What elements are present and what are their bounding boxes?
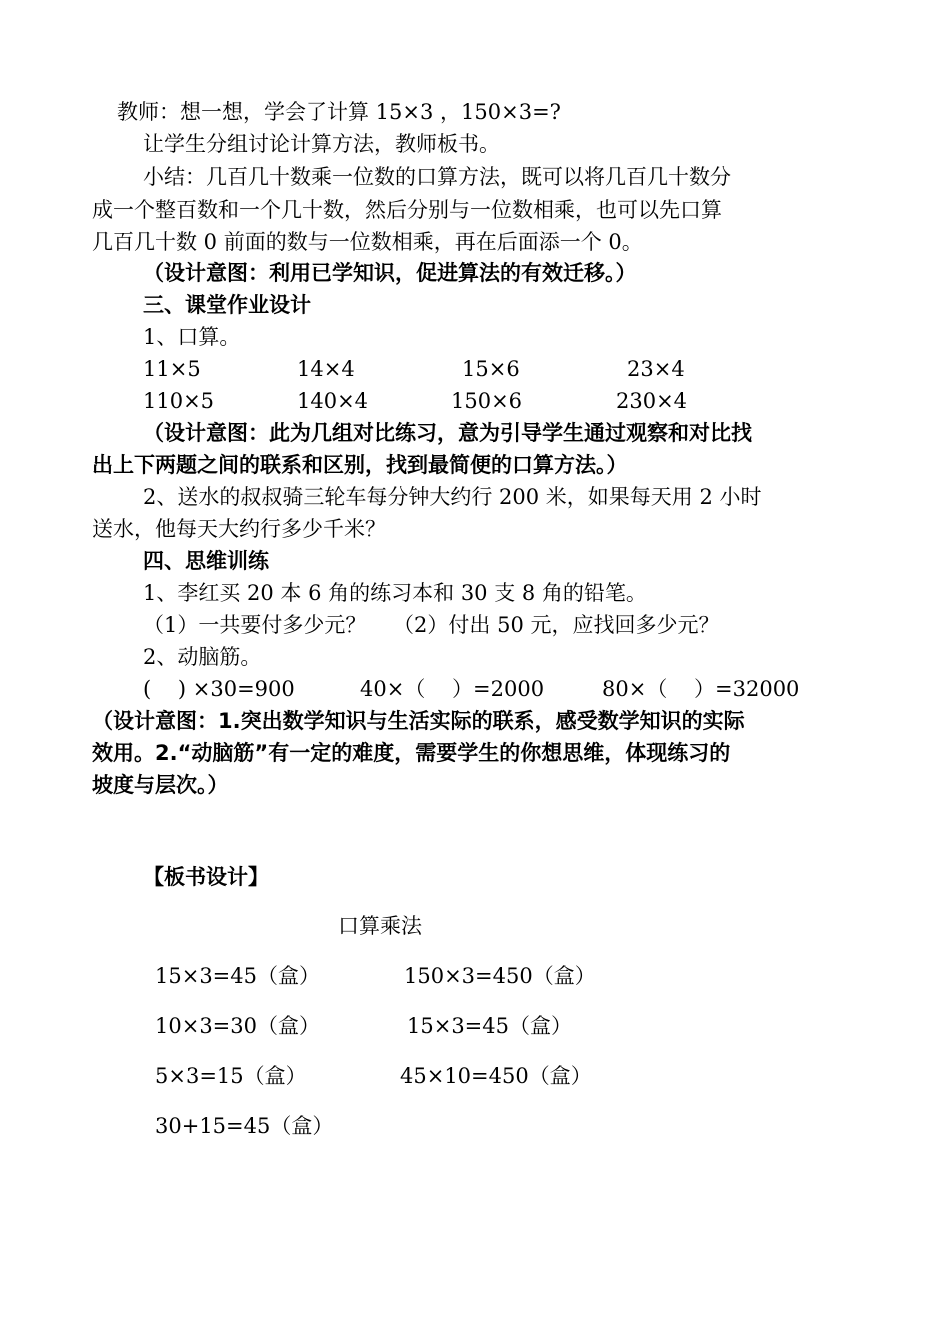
board-left-item: 30+15=45（盒） xyxy=(155,1114,334,1138)
summary-line-3: 几百几十数 0 前面的数与一位数相乘，再在后面添一个 0。 xyxy=(92,230,643,254)
oral-item: 15×6 xyxy=(462,357,520,381)
oral-item: 230×4 xyxy=(616,389,688,413)
oral-item: 11×5 xyxy=(143,357,201,381)
design-intent-3-line-2: 效用。2.“动脑筋”有一定的难度，需要学生的你想思维，体现练习的 xyxy=(92,741,731,765)
question-2-line-2: 送水，他每天大约行多少千米？ xyxy=(92,517,386,541)
board-right-item: 150×3=450（盒） xyxy=(404,964,596,988)
discussion-line: 让学生分组讨论计算方法，教师板书。 xyxy=(143,132,500,156)
training-2-label: 2、动脑筋。 xyxy=(143,645,262,669)
board-left-item: 15×3=45（盒） xyxy=(155,964,320,988)
board-title: 口算乘法 xyxy=(338,914,422,938)
teacher-question: 教师：想一想，学会了计算 15×3 ，150×3=? xyxy=(117,100,561,124)
summary-line-2: 成一个整百数和一个几十数，然后分别与一位数相乘，也可以先口算 xyxy=(92,198,722,222)
summary-line-1: 小结：几百几十数乘一位数的口算方法，既可以将几百几十数分 xyxy=(143,165,731,189)
oral-item: 150×6 xyxy=(451,389,523,413)
design-intent-2-line-1: （设计意图：此为几组对比练习，意为引导学生通过观察和对比找 xyxy=(143,421,752,445)
board-right-item: 15×3=45（盒） xyxy=(407,1014,572,1038)
board-left-item: 10×3=30（盒） xyxy=(155,1014,320,1038)
brain-teaser-item: 40×（ ）=2000 xyxy=(360,677,545,701)
section-4-heading: 四、思维训练 xyxy=(143,549,269,573)
training-1: 1、李红买 20 本 6 角的练习本和 30 支 8 角的铅笔。 xyxy=(143,581,647,605)
board-right-item: 45×10=450（盒） xyxy=(400,1064,592,1088)
design-intent-1: （设计意图：利用已学知识，促进算法的有效迁移。） xyxy=(143,261,637,285)
oral-item: 140×4 xyxy=(297,389,369,413)
oral-item: 23×4 xyxy=(627,357,685,381)
design-intent-3-line-3: 坡度与层次。） xyxy=(92,773,229,797)
training-1-subquestions: （1）一共要付多少元？ （2）付出 50 元，应找回多少元？ xyxy=(143,613,720,637)
section-3-heading: 三、课堂作业设计 xyxy=(143,293,311,317)
question-2-line-1: 2、送水的叔叔骑三轮车每分钟大约行 200 米，如果每天用 2 小时 xyxy=(143,485,762,509)
oral-item: 14×4 xyxy=(297,357,355,381)
design-intent-2-line-2: 出上下两题之间的联系和区别，找到最简便的口算方法。） xyxy=(92,453,628,477)
oral-calc-label: 1、口算。 xyxy=(143,325,241,349)
brain-teaser-item: ( ) ×30=900 xyxy=(143,677,295,701)
board-design-heading: 【板书设计】 xyxy=(143,865,269,889)
design-intent-3-line-1: （设计意图：1.突出数学知识与生活实际的联系，感受数学知识的实际 xyxy=(92,709,745,733)
oral-item: 110×5 xyxy=(143,389,215,413)
board-left-item: 5×3=15（盒） xyxy=(155,1064,307,1088)
brain-teaser-item: 80×（ ）=32000 xyxy=(602,677,800,701)
